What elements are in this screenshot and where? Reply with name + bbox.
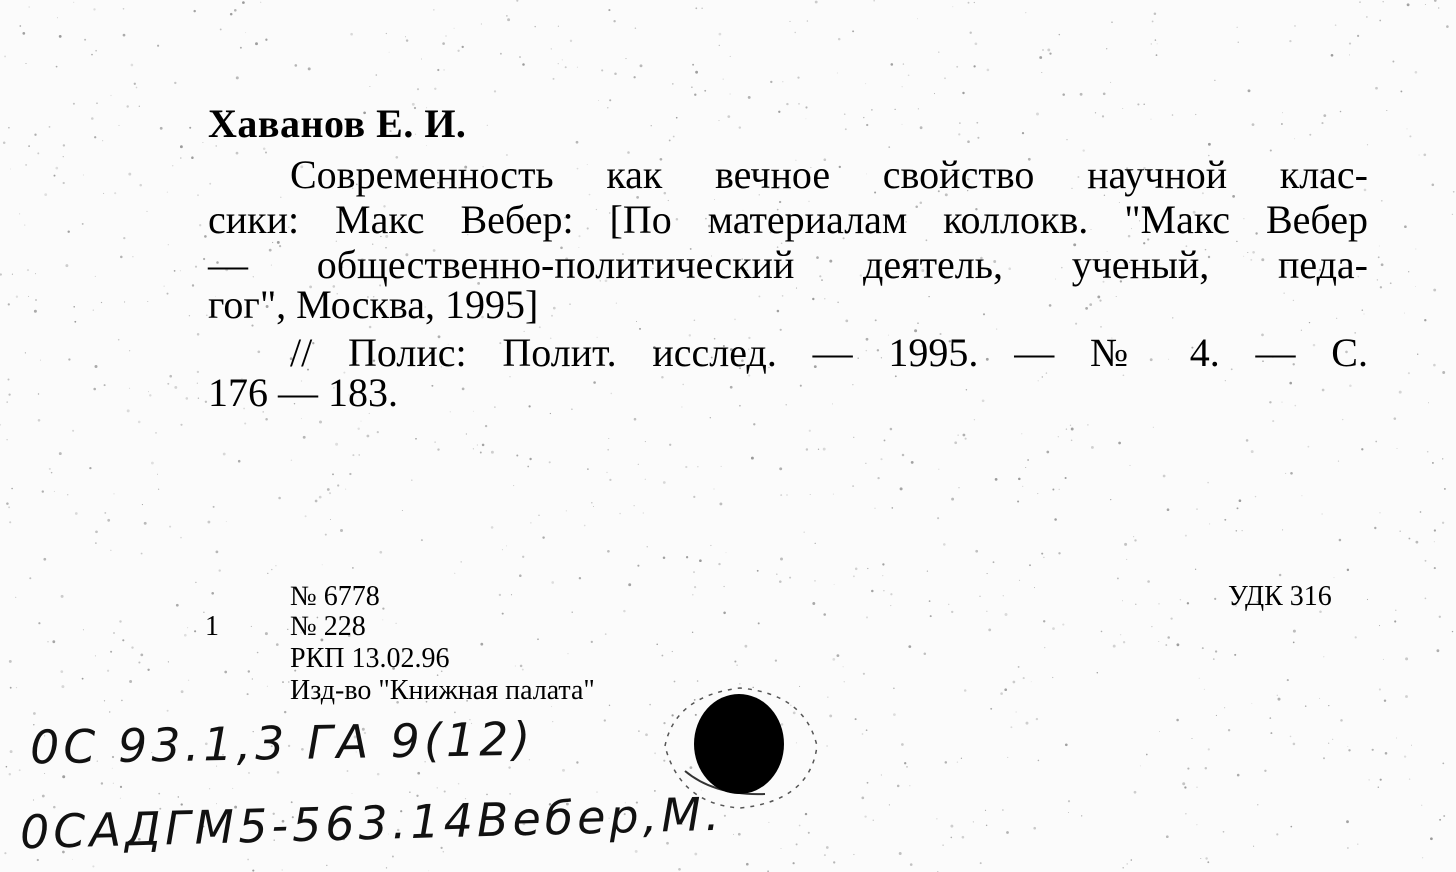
- title-line-3: — общественно-политический деятель, ученый, педа-: [208, 242, 1368, 287]
- source-line-1: // Полис: Полит. исслед. — 1995. — № 4. — С.: [290, 330, 1368, 375]
- rkp-date: РКП 13.02.96: [290, 643, 450, 674]
- title-line-2: сики: Макс Вебер: [По материалам коллокв. "Макс Вебер: [208, 197, 1368, 242]
- source-line-2: 176 — 183.: [208, 370, 398, 415]
- title-line-4: гог", Москва, 1995]: [208, 282, 539, 327]
- udk-code: УДК 316: [1228, 581, 1332, 612]
- publisher: Изд-во "Книжная палата": [290, 675, 595, 706]
- handwritten-shelfmark-2: 0САДГМ5-563.14Вебер,М.: [19, 786, 725, 860]
- copies-count: 1: [205, 611, 219, 642]
- punch-hole: [694, 694, 784, 794]
- handwritten-shelfmark-1: 0С 93.1,3 ГА 9(12): [29, 711, 535, 775]
- registration-number-1: № 6778: [290, 581, 380, 612]
- title-line-1: Современность как вечное свойство научной клас-: [290, 152, 1368, 197]
- author-name: Хаванов Е. И.: [208, 101, 467, 146]
- registration-number-2: № 228: [290, 611, 366, 642]
